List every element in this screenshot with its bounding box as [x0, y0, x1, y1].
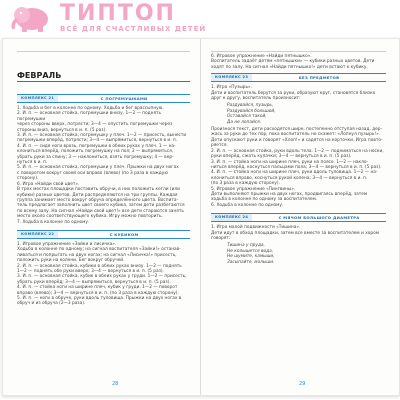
- complex-title: С ПОГРЕМУШКАМИ: [100, 95, 148, 101]
- text-line: место около соответствующего кубика. Игру можно повторить.: [17, 214, 163, 220]
- text-line: положить руки на колени. Бег вокруг обручей.: [17, 258, 125, 264]
- poem-line: Раздувайся, пузырь,: [227, 103, 274, 109]
- text-line: 1—2 — поднять обе руки вверх; 3—4 — вернуться в и. п. (5 раз).: [17, 268, 164, 274]
- text-line: 1. Игра малой подвижности «Тишина».: [211, 225, 301, 231]
- text-line: 2. И. п. — основная стойка, погремушки внизу. 1—2 — поднять погремушки: [17, 111, 162, 122]
- left-page: [3, 39, 201, 395]
- complex-header: [211, 73, 386, 82]
- book-spread: [2, 38, 400, 396]
- poem-line: Засыпайте, малыши.: [227, 259, 275, 265]
- text-line: погремушки вперёд, потрясти; 3—4 — выпрямиться, вернуться в и. п.: [17, 138, 178, 144]
- text-line: ниться вперёд, коснуться пальцами пола; 3—4 — вернуться в и. п. (5 раз).: [211, 164, 382, 170]
- text-line: ряется.: [211, 143, 228, 149]
- text-line: вправо (влево); 3—4 — вернуться в и. п. (по 3 раза в каждую сторону).: [17, 290, 179, 296]
- text-line: с поворотом вокруг своей оси вправо (влево) (по 3 раза в каждую сторону).: [17, 170, 168, 182]
- complex-header: [17, 230, 190, 239]
- poem-line: Оставайся такой,: [227, 114, 267, 120]
- text-line: 1. Игра «Пузырь».: [211, 85, 252, 91]
- left-content: [17, 91, 190, 307]
- text-line: 5. Игровое упражнение «Пингвины».: [211, 186, 296, 192]
- text-line: стороны вниз, вернуться в и. п. (5 раз).: [17, 127, 107, 133]
- page-number: 29: [299, 380, 306, 387]
- poem-line: Не шумите, камыши,: [227, 254, 275, 260]
- brand-tagline: ВСЁ ДЛЯ СЧАСТЛИВЫХ ДЕТЕЙ: [60, 25, 207, 33]
- text-line: 6. Ходьба в колонне по одному.: [211, 202, 284, 208]
- text-line: 5. И. п. — ноги в обруче, руки вдоль туловища. Прыжки на двух ногах в: [17, 296, 182, 301]
- text-line: Дети выполняют прыжки на двух ногах, продвигаясь вперёд, затем: [211, 191, 368, 197]
- text-line: В трех местах площадки поставить обручи, в них положить кегли (или: [17, 187, 180, 193]
- poem-line: Не колышется вода,: [227, 248, 274, 254]
- elephant-logo-icon: [8, 2, 52, 32]
- right-page: [201, 39, 398, 395]
- text-line: по всему залу. На сигнал «Найди свой цвет!» все дети стараются занять: [17, 208, 184, 214]
- brand-logo: [0, 0, 400, 32]
- poem-line: Раздувайся большой,: [227, 108, 276, 114]
- header-rule: [211, 51, 386, 52]
- complex-title: БЕЗ ПРЕДМЕТОВ: [298, 75, 340, 81]
- text-line: 3. И. п. — основная стойка, кубик в обеих руках у груди. 1—2 — присесть,: [17, 274, 187, 280]
- complex-tag: КОМПЛЕКС 23: [211, 74, 252, 81]
- text-line: 4. И. п. — сидя ноги врозь, погремушки в обеих руках у плеч. 1 — на-: [17, 143, 176, 149]
- exercise-text: [211, 54, 386, 70]
- complex-title: С МЯЧОМ БОЛЬШОГО ДИАМЕТРА: [278, 214, 360, 220]
- complex-text: [211, 85, 386, 101]
- page-number: 28: [112, 380, 119, 387]
- text-line: группа занимает место вокруг обруча определённого цвета. Воспита-: [17, 197, 179, 203]
- text-line: жась за руки до тех пор, пока воспитатель не скажет: «Лопнул пузырь!».: [211, 132, 381, 138]
- text-line: 1. Ходьба и бег в колонне по одному. Ходьба и бег врассыпную.: [17, 106, 164, 111]
- complex-header: [17, 94, 190, 103]
- poem: [227, 103, 386, 125]
- complex-tag: КОМПЛЕКС 22: [17, 231, 58, 238]
- complex-header: [211, 213, 386, 222]
- complex-text: [211, 225, 386, 241]
- text-line: 7. Ходьба в колонне по одному.: [17, 219, 90, 225]
- text-line: 5. И. п. — основная стойка, погремушки у плеч. Прыжки на двух ногах: [17, 165, 179, 171]
- text-line: ходят по залу. На сигнал «Найди пятнышко!» дети встают к кубику.: [211, 64, 368, 70]
- complex-text: [17, 242, 190, 307]
- header-rule: [17, 51, 190, 52]
- text-line: Дети и воспитатель берутся за руки, образуют круг, становятся близко: [211, 90, 376, 96]
- poem: [227, 243, 386, 265]
- text-line: 1. Игровое упражнение «Зайки и лисичка».: [17, 241, 117, 247]
- text-line: 2. И. п. — основная стойка, кубики в обеих руках внизу. 1—2 — поднять: [17, 263, 182, 269]
- complex-tag: КОМПЛЕКС 21: [17, 95, 58, 102]
- text-line: клониться вправо, коснуться рукой колена; 3—4 — вернуться в и. п.: [211, 175, 368, 181]
- text-line: 3. И. п. — основная стойка, погремушку у плеч. 1—2 — присесть, вынести: [17, 133, 187, 139]
- text-line: 6. Игровое упражнение «Найди пятнышко».: [211, 54, 312, 59]
- text-line: говорят:: [211, 235, 231, 241]
- text-line: 3. И. п. — стойка ноги на ширине плеч, руки на поясе. 1—2 — накло-: [211, 159, 369, 165]
- text-line: нуться в и. п.: [17, 160, 48, 166]
- complex-tag: КОМПЛЕКС 24: [211, 214, 252, 221]
- text-line: 4. И. п. — стойка ноги на ширине плеч, руки вдоль туловища. 1—2 — на-: [211, 170, 378, 176]
- text-line: руки вперёд, сжать кулачки; 3—4 — вернуться в и. п. (5 раз).: [211, 154, 352, 160]
- section-title: ФЕВРАЛЬ: [17, 73, 190, 82]
- text-line: Дети опускают руки и говорят «Хлоп!» и садятся на корточки. Игра повто-: [211, 137, 383, 143]
- poem-line: Тишина у пруда,: [227, 243, 265, 249]
- text-line: Воспитатель задаёт детям «пятнышки» — кубики разных цветов. Дети: [211, 59, 375, 65]
- text-line: 2. И. п. — основная стойка, руки вдоль тела. 1—2 — подниматься на носки,: [211, 148, 384, 154]
- text-line: кубики) разных цветов. Дети распределяются на три группы. Каждая: [17, 192, 178, 198]
- text-line: Произнося текст, дети расходятся шире, постепенно отступая назад, дер-: [211, 127, 383, 133]
- text-line: тель предлагает заполнить цвет своего кубика, затем дети разбегаются: [17, 203, 185, 209]
- complex-text: [211, 127, 386, 208]
- text-line: через стороны вверх, потрясти; 3—4 — опустить погремушки через: [17, 122, 173, 128]
- text-line: друг к другу, воспитатель произносит:: [211, 96, 301, 102]
- brand-name: ТИПТОП: [60, 1, 176, 26]
- poem-line: Да не лопайся.: [227, 119, 262, 125]
- text-line: убрать руки за спину; 3 — наклониться, взять погремушку; 4 — вер-: [17, 154, 174, 160]
- right-content: [211, 54, 386, 267]
- complex-text: [17, 106, 190, 225]
- text-line: Дети идут в обход площадки, затем все вместе за воспитателем и хором: [211, 230, 379, 236]
- text-line: ходьба в колонне по одному за воспитателем.: [211, 197, 318, 203]
- text-line: Ходьба в колонне по одному; на сигнал воспитателя «Зайки!» останав-: [17, 247, 181, 253]
- text-line: убрать руки вперёд; 3—4 — выпрямиться, вернуться в и. п. (5 раз).: [17, 279, 171, 285]
- text-line: 6. Игра «Найди свой цвет».: [17, 181, 80, 187]
- text-line: обруч и из обруча (2—3 раза).: [17, 301, 86, 307]
- text-line: (по 3 раза в каждую сторону).: [211, 181, 280, 187]
- complex-title: С КУБИКОМ: [109, 231, 139, 237]
- text-line: ливаться и попрыгать на двух ногах; на сигнал «Лисичка!» присесть,: [17, 252, 177, 258]
- text-line: клониться вперёд, положить погремушку на пол; 2 — выпрямиться,: [17, 149, 174, 155]
- text-line: 4. И. п. — стойка ноги на ширине плеч, кубик у груди. 1—2 — поворот: [17, 285, 178, 291]
